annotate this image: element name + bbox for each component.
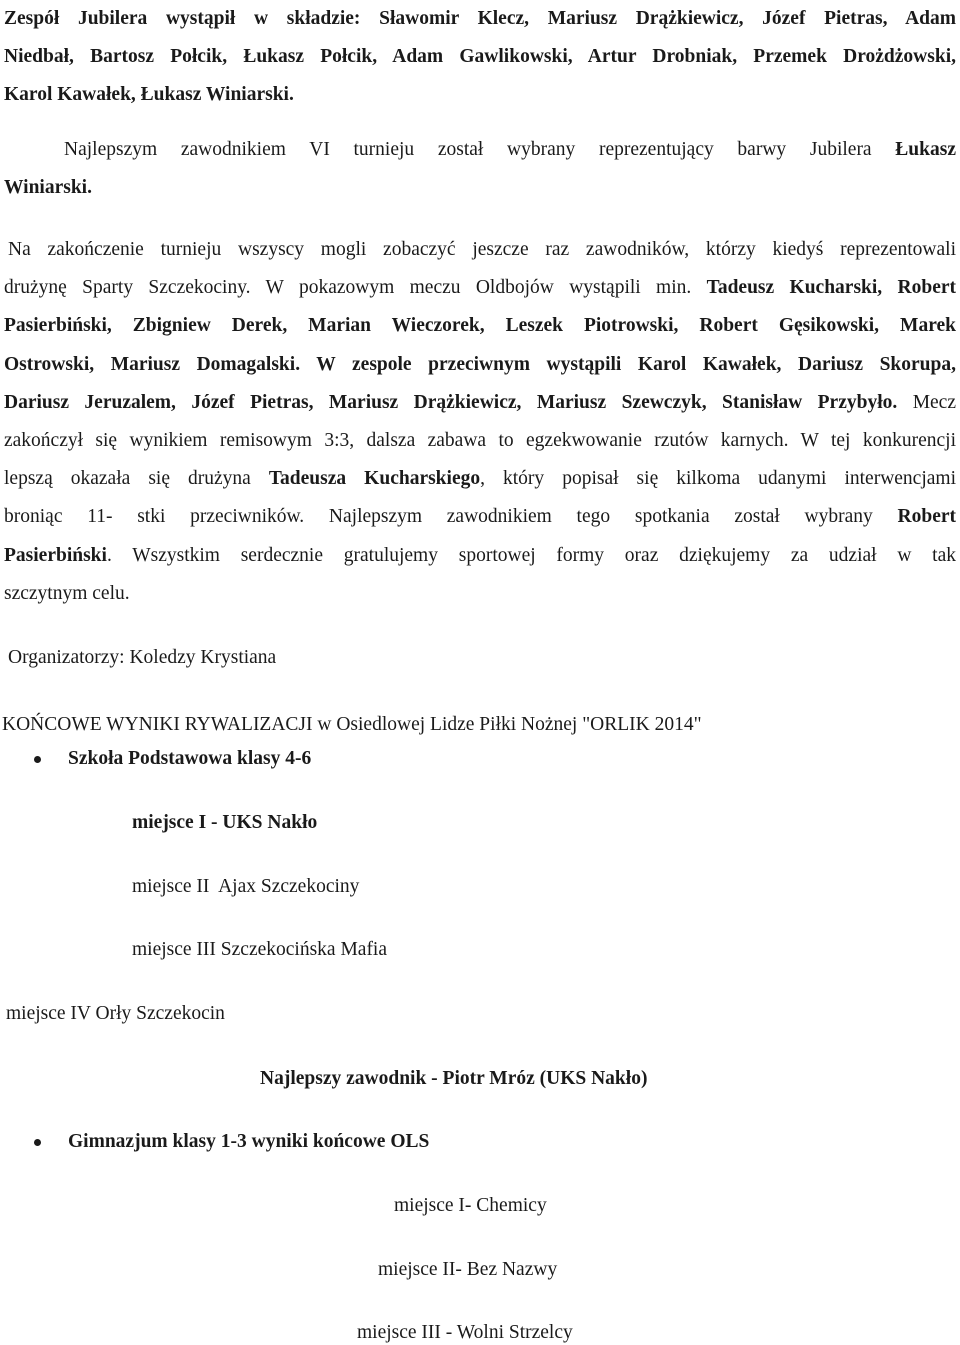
text-line: Ostrowski, Mariusz Domagalski. W zespole przeciwnym wystąpili Karol Kawałek, Dariusz Skorupa, <box>4 353 956 375</box>
middle-school-title: Gimnazjum klasy 1-3 wyniki końcowe OLS <box>68 1131 430 1152</box>
middle-place-3: miejsce III - Wolni Strzelcy <box>357 1322 573 1343</box>
middle-place-1: miejsce I- Chemicy <box>394 1195 547 1216</box>
results-heading: KOŃCOWE WYNIKI RYWALIZACJI w Osiedlowej Lidze Piłki Nożnej "ORLIK 2014" <box>2 714 702 735</box>
text-line: Pasierbiński. Wszystkim serdecznie gratulujemy sportowej formy oraz dziękujemy za udział w tak <box>4 544 956 566</box>
text-line: Najlepszym zawodnikiem VI turnieju został wybrany reprezentujący barwy Jubilera Łukasz <box>64 139 956 160</box>
primary-place-1: miejsce I - UKS Nakło <box>132 812 318 833</box>
text-line: broniąc 11- stki przeciwników. Najlepszym zawodnikiem tego spotkania został wybrany Robert <box>4 506 956 528</box>
text-line: Pasierbiński, Zbigniew Derek, Marian Wieczorek, Leszek Piotrowski, Robert Gęsikowski, Marek <box>4 315 956 337</box>
organizers-line: Organizatorzy: Koledzy Krystiana <box>8 647 277 668</box>
text-line: lepszą okazała się drużyna Tadeusza Kucharskiego, który popisał się kilkoma udanymi interwencjami <box>4 468 956 490</box>
primary-best-player: Najlepszy zawodnik - Piotr Mróz (UKS Nakło) <box>260 1068 648 1089</box>
primary-place-2: miejsce II Ajax Szczekociny <box>132 876 360 897</box>
text-line: szczytnym celu. <box>4 582 130 604</box>
middle-place-2: miejsce II- Bez Nazwy <box>378 1259 558 1280</box>
best-player-paragraph <box>4 131 956 207</box>
text-line: Na zakończenie turnieju wszyscy mogli zobaczyć jeszcze raz zawodników, którzy kiedyś reprezentowali <box>8 239 956 260</box>
bullet-icon <box>34 1139 41 1146</box>
text-line: Karol Kawałek, Łukasz Winiarski. <box>4 84 294 105</box>
text-line: Dariusz Jeruzalem, Józef Pietras, Mariusz Drążkiewicz, Mariusz Szewczyk, Stanisław Przybyło. Mecz <box>4 391 956 413</box>
primary-school-title: Szkoła Podstawowa klasy 4-6 <box>68 748 312 769</box>
text-line: Zespół Jubilera wystąpił w składzie: Sławomir Klecz, Mariusz Drążkiewicz, Józef Pietras, Adam <box>4 8 956 29</box>
team-lineup-paragraph <box>4 0 956 114</box>
text-line: drużynę Sparty Szczekociny. W pokazowym meczu Oldbojów wystąpili min. Tadeusz Kucharski, Robert <box>4 277 957 299</box>
text-line: Winiarski. <box>4 177 92 198</box>
primary-place-3: miejsce III Szczekocińska Mafia <box>132 939 388 960</box>
bullet-icon <box>34 756 41 763</box>
text-line: zakończył się wynikiem remisowym 3:3, dalsza zabawa to egzekwowanie rzutów karnych. W tej konkurencji <box>4 430 956 452</box>
oldboys-match-paragraph <box>4 231 956 613</box>
primary-place-4: miejsce IV Orły Szczekocin <box>6 1003 225 1024</box>
text-line: Niedbał, Bartosz Połcik, Łukasz Połcik, Adam Gawlikowski, Artur Drobniak, Przemek Drożdżowski, <box>4 46 956 67</box>
